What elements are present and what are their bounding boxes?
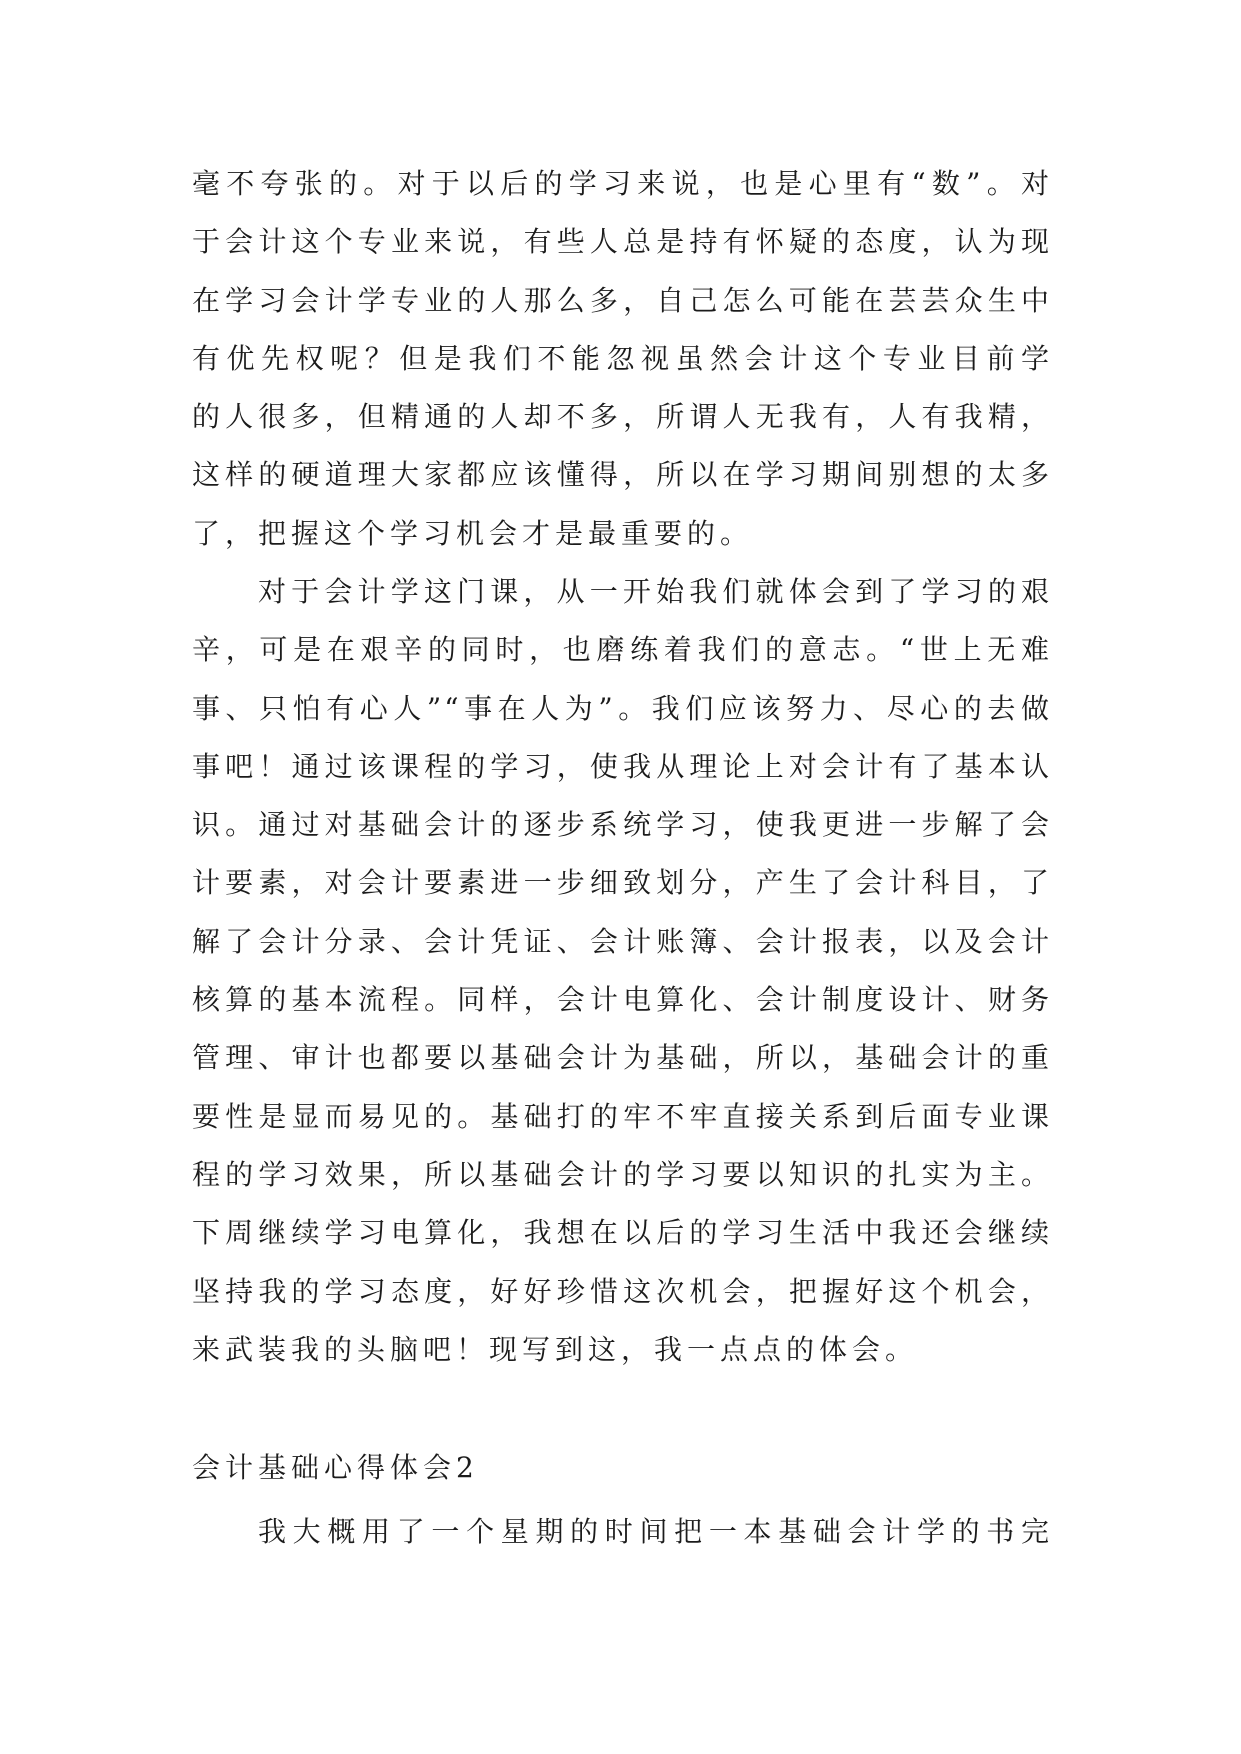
paragraph-line: 这样的硬道理大家都应该懂得，所以在学习期间别想的太多	[192, 458, 1052, 492]
paragraph-line: 坚持我的学习态度，好好珍惜这次机会，把握好这个机会，	[192, 1274, 1052, 1308]
paragraph-line: 要性是显而易见的。基础打的牢不牢直接关系到后面专业课	[192, 1099, 1052, 1133]
paragraph-line: 辛，可是在艰辛的同时，也磨练着我们的意志。“世上无难	[192, 633, 1052, 667]
section-heading-text: 会计基础心得体会2	[192, 1451, 479, 1484]
paragraph-line: 来武装我的头脑吧！现写到这，我一点点的体会。	[192, 1332, 919, 1366]
paragraph-line: 事、只怕有心人”“事在人为”。我们应该努力、尽心的去做	[192, 691, 1052, 725]
paragraph-line: 管理、审计也都要以基础会计为基础，所以，基础会计的重	[192, 1041, 1052, 1075]
paragraph-line: 识。通过对基础会计的逐步系统学习，使我更进一步解了会	[192, 808, 1052, 842]
paragraph-line: 在学习会计学专业的人那么多，自己怎么可能在芸芸众生中	[192, 283, 1052, 317]
paragraph-line: 对于会计学这门课，从一开始我们就体会到了学习的艰	[258, 575, 1052, 608]
paragraph-line: 有优先权呢？但是我们不能忽视虽然会计这个专业目前学	[192, 341, 1052, 375]
paragraph	[192, 155, 1052, 563]
paragraph-line: 事吧！通过该课程的学习，使我从理论上对会计有了基本认	[192, 749, 1052, 783]
paragraph-line: 计要素，对会计要素进一步细致划分，产生了会计科目，了	[192, 866, 1052, 900]
paragraph-line: 毫不夸张的。对于以后的学习来说，也是心里有“数”。对	[192, 167, 1052, 200]
paragraph-line: 核算的基本流程。同样，会计电算化、会计制度设计、财务	[192, 983, 1052, 1017]
paragraph-line: 了，把握这个学习机会才是最重要的。	[192, 516, 754, 550]
paragraph-line: 的人很多，但精通的人却不多，所谓人无我有，人有我精，	[192, 400, 1052, 434]
paragraph	[192, 563, 1052, 1379]
paragraph	[192, 1503, 1052, 1561]
paragraph-line: 解了会计分录、会计凭证、会计账簿、会计报表，以及会计	[192, 924, 1052, 958]
paragraph-line: 程的学习效果，所以基础会计的学习要以知识的扎实为主。	[192, 1157, 1052, 1191]
paragraph-line: 我大概用了一个星期的时间把一本基础会计学的书完	[258, 1515, 1052, 1548]
section-heading	[192, 1439, 1052, 1497]
paragraph-line: 于会计这个专业来说，有些人总是持有怀疑的态度，认为现	[192, 225, 1052, 259]
paragraph-line: 下周继续学习电算化，我想在以后的学习生活中我还会继续	[192, 1216, 1052, 1250]
